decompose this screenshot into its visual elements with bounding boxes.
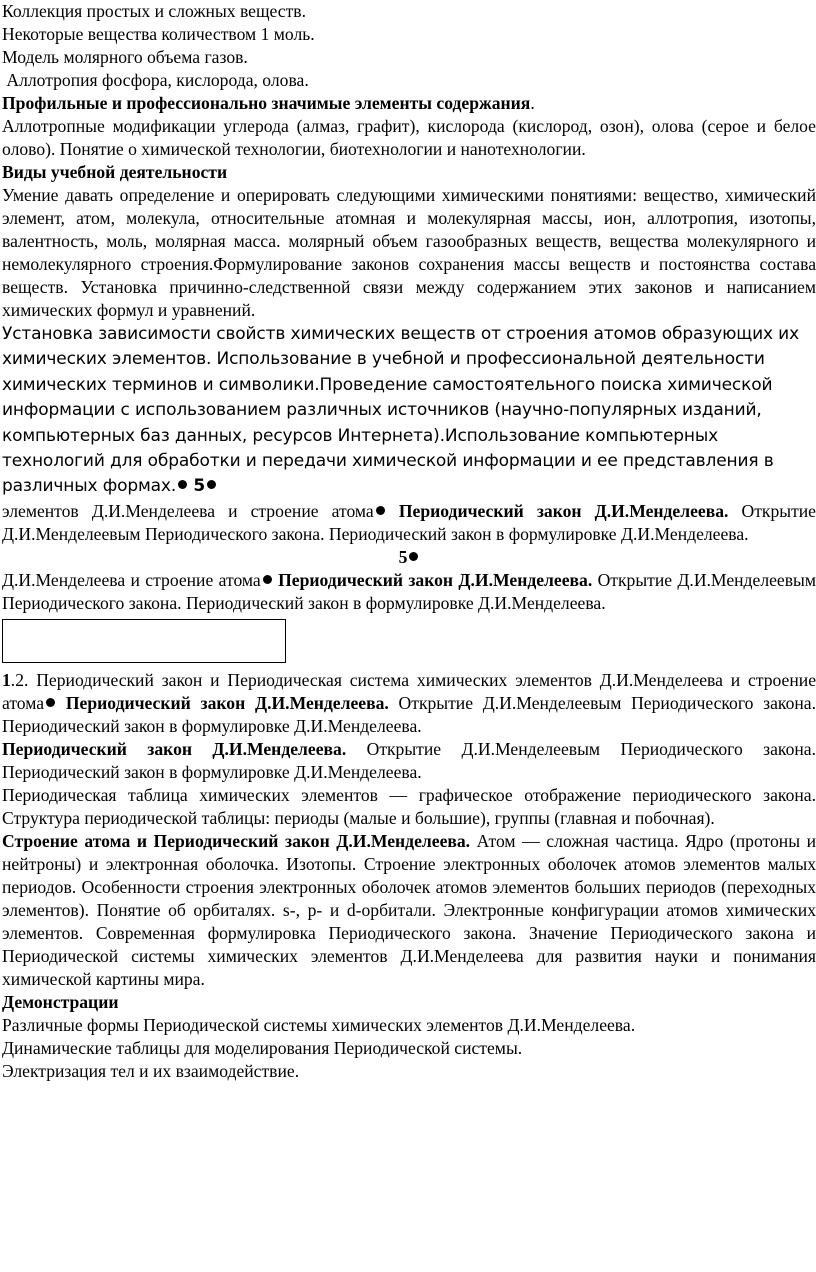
structure-bold: Строение атома и Периодический закон Д.И.Менделеева. xyxy=(2,830,471,851)
block1-rest: Открытие Д.И.Менделеевым Периодического закона. Периодический закон в формулировке Д.И.Менделеева. xyxy=(2,500,816,544)
dependence-line-4: информации с использованием различных источников (научно-популярных изданий, xyxy=(2,400,762,421)
block1-start: элементов Д.И.Менделеева и строение атома xyxy=(2,500,374,521)
block3-rest: Открытие Д.И.Менделеевым Периодического закона. Периодический закон в формулировке Д.И.Менделеева. xyxy=(2,692,816,736)
empty-frame xyxy=(2,619,286,663)
dependence-line-3: химических терминов и символики.Проведение самостоятельного поиска химической xyxy=(2,374,773,395)
center-number: 5 xyxy=(398,546,408,567)
activities-heading-paragraph xyxy=(2,161,816,184)
profile-text: Аллотропные модификации углерода (алмаз, графит), кислорода (кислород, озон), олова (серое и белое олово). Понятие о химической технологии, биотехнологии и нанотехнологии. xyxy=(2,116,816,159)
dependence-last: различных формах. xyxy=(2,476,177,497)
bullet-icon xyxy=(178,480,187,489)
structure-paragraph xyxy=(2,830,816,991)
center-number-paragraph xyxy=(2,546,816,569)
dependence-line-6: технологий для обработки и передачи химической информации и ее представления в xyxy=(2,451,774,472)
profile-heading-paragraph xyxy=(2,92,816,115)
bullet-icon xyxy=(409,552,418,561)
block3-bold: Периодический закон Д.И.Менделеева. xyxy=(56,692,389,713)
bullet-icon xyxy=(263,575,272,584)
periodic-block-1 xyxy=(2,500,816,546)
table-paragraph: Периодическая таблица химических элементов — графическое отображение периодического закона. Структура периодической таблицы: периоды (малые и большие), группы (главная и побочная). xyxy=(2,784,816,828)
dependence-line-1: Установка зависимости свойств химических веществ от строения атомов образующих их xyxy=(2,324,799,344)
demo-line-3: Электризация тел и их взаимодействие. xyxy=(2,1060,300,1081)
intro-line-4: Аллотропия фосфора, кислорода, олова. xyxy=(2,70,309,90)
section-title: .2. Периодический закон и Периодическая система химических элементов Д.И.Менделеева и строение атома xyxy=(2,669,816,713)
profile-heading: Профильные и профессионально значимые элементы содержания xyxy=(2,93,531,113)
demo-heading-paragraph xyxy=(2,991,816,1014)
dependence-line-7 xyxy=(2,474,816,499)
section-number: 1 xyxy=(2,669,11,690)
periodic-block-2 xyxy=(2,569,816,615)
profile-heading-period: . xyxy=(530,93,535,113)
bullet-icon xyxy=(46,698,55,707)
intro-line-3: Модель молярного объема газов. xyxy=(2,47,248,67)
section-1-2 xyxy=(2,669,816,738)
block2-bold: Периодический закон Д.И.Менделеева. xyxy=(272,569,593,590)
block2-start: Д.И.Менделеева и строение атома xyxy=(2,569,261,590)
dependence-line-5: компьютерных баз данных, ресурсов Интернета).Использование компьютерных xyxy=(2,425,719,446)
demo-line-2: Динамические таблицы для моделирования Периодической системы. xyxy=(2,1037,523,1058)
number-five: 5 xyxy=(193,476,206,497)
dependence-line-2: химических элементов. Использование в учебной и профессиональной деятельности xyxy=(2,349,765,370)
block2-rest: Открытие Д.И.Менделеевым Периодического закона. Периодический закон в формулировке Д.И.Менделеева. xyxy=(2,569,816,613)
demo-line-1: Различные формы Периодической системы химических элементов Д.И.Менделеева. xyxy=(2,1014,636,1035)
bullet-icon xyxy=(376,506,385,515)
dependence-paragraph xyxy=(2,322,816,500)
law-text: Открытие Д.И.Менделеевым Периодического закона. Периодический закон в формулировке Д.И.Менделеева. xyxy=(2,738,816,782)
demo-heading: Демонстрации xyxy=(2,991,119,1012)
activities-text: Умение давать определение и оперировать следующими химическими понятиями: вещество, химический элемент, атом, молекула, относительные атомная и молекулярная массы, ион, аллотропия, изотопы, валентность, моль, молярная масса. молярный объем газообразных веществ, вещества молекулярного и немолекулярного строения.Формулирование законов сохранения массы веществ и постоянства состава веществ. Установка причинно-следственной связи между содержанием этих законов и написанием химических формул и уравнений. xyxy=(2,185,816,320)
activities-heading: Виды учебной деятельности xyxy=(2,162,228,182)
law-bold: Периодический закон Д.И.Менделеева. xyxy=(2,738,347,759)
intro-line-2: Некоторые вещества количеством 1 моль. xyxy=(2,24,315,44)
bullet-icon xyxy=(207,480,216,489)
structure-text: Атом — сложная частица. Ядро (протоны и нейтроны) и электронная оболочка. Изотопы. Строение электронных оболочек атомов элементов малых периодов. Особенности строения электронных оболочек атомов элементов больших периодов (переходных элементов). Понятие об орбиталях. s-, p- и d-орбитали. Электронные конфигурации атомов химических элементов. Современная формулировка Периодического закона. Значение Периодического закона и Периодической системы химических элементов Д.И.Менделеева для развития науки и понимания химической картины мира. xyxy=(2,830,816,989)
block1-bold: Периодический закон Д.И.Менделеева. xyxy=(385,500,729,521)
intro-line-1: Коллекция простых и сложных веществ. xyxy=(2,1,306,21)
law-paragraph xyxy=(2,738,816,784)
